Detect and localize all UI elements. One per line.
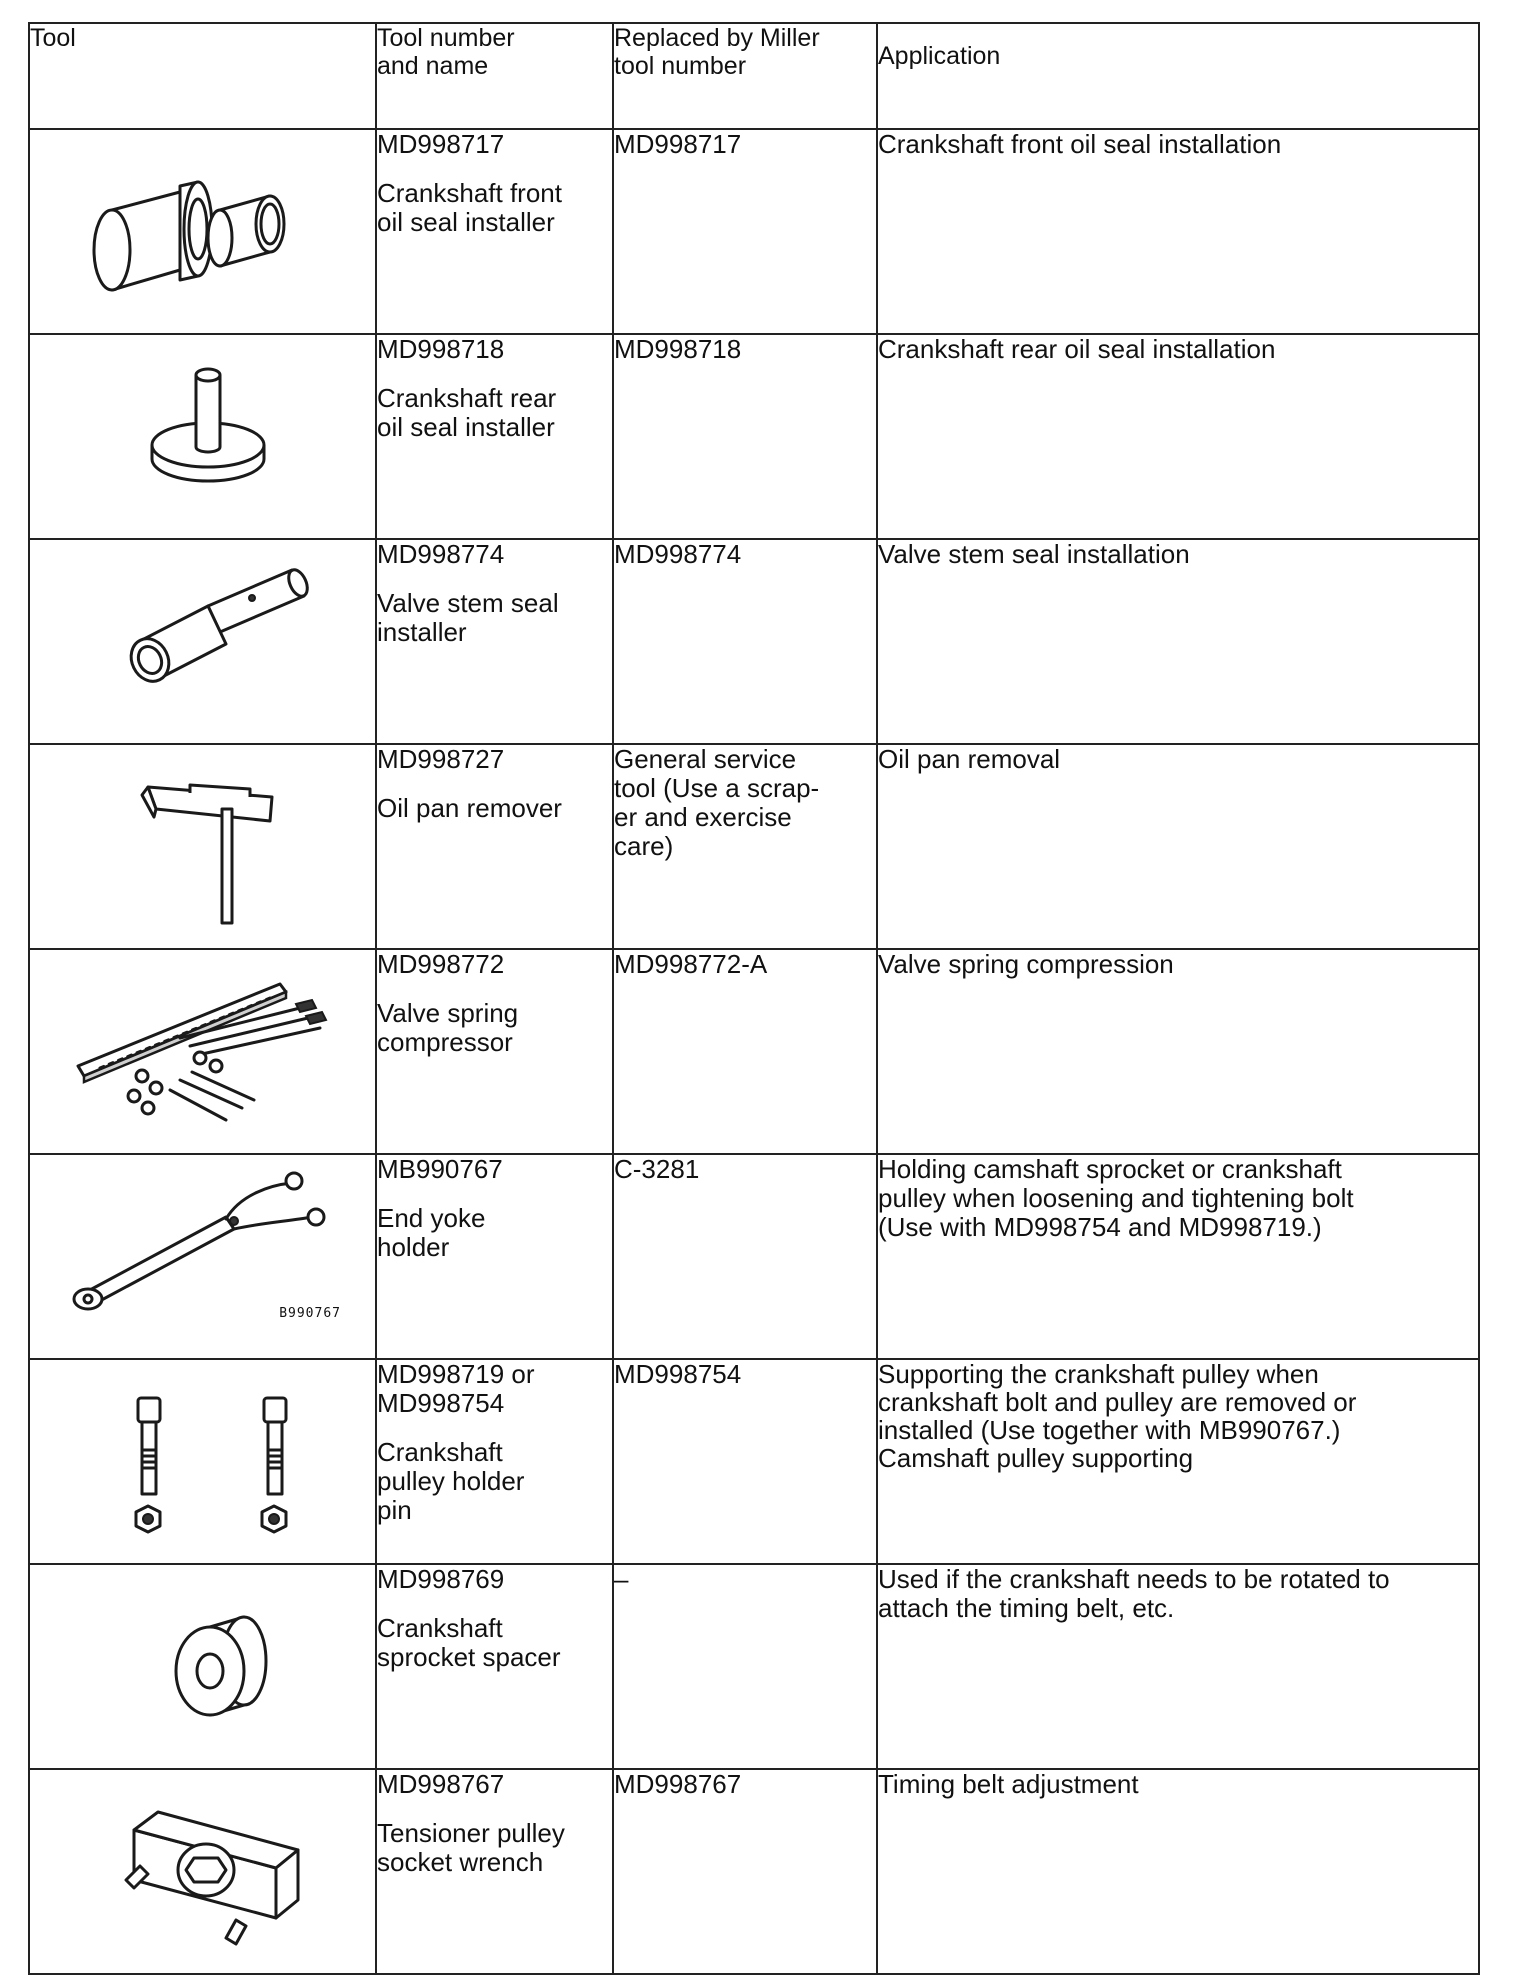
tool-name: Oil pan remover <box>377 793 562 823</box>
application-cell: Holding camshaft sprocket or crankshaft pulley when loosening and tightening bolt (Use with MD998754 and MD998719.) <box>877 1154 1479 1359</box>
replaced-by-cell: MD998772-A <box>613 949 877 1154</box>
tool-image-cell <box>29 1154 376 1359</box>
table-row <box>29 744 1479 949</box>
tool-number: MD998767 <box>377 1769 505 1799</box>
table-row <box>29 539 1479 744</box>
application-cell: Valve stem seal installation <box>877 539 1479 744</box>
tool-name: Valve spring compressor <box>377 998 519 1057</box>
pulley-holder-pin-icon <box>30 1360 375 1561</box>
special-tools-table <box>28 22 1480 1975</box>
tool-image-cell <box>29 334 376 539</box>
tool-number-name-cell <box>376 949 613 1154</box>
tool-image-cell <box>29 1359 376 1564</box>
application-cell: Crankshaft front oil seal installation <box>877 129 1479 334</box>
tool-number: MD998719 or MD998754 <box>377 1359 535 1418</box>
tool-number: MD998727 <box>377 744 505 774</box>
tool-number-name-cell <box>376 129 613 334</box>
tool-image-cell <box>29 744 376 949</box>
table-row <box>29 1769 1479 1974</box>
tool-name: Valve stem seal installer <box>377 588 559 647</box>
application-cell: Supporting the crankshaft pulley when crankshaft bolt and pulley are removed or installed (Use together with MB990767.) Camshaft pulley supporting <box>877 1359 1479 1564</box>
valve-stem-seal-installer-icon <box>30 540 375 741</box>
header-application: Application <box>877 23 1479 129</box>
table-row <box>29 1564 1479 1769</box>
replaced-by-cell: MD998718 <box>613 334 877 539</box>
replaced-by-cell: – <box>613 1564 877 1769</box>
application-cell: Used if the crankshaft needs to be rotated to attach the timing belt, etc. <box>877 1564 1479 1769</box>
tool-number: MD998772 <box>377 949 505 979</box>
tool-number-name-cell <box>376 1769 613 1974</box>
header-tool: Tool <box>29 23 376 129</box>
tool-number: MD998769 <box>377 1564 505 1594</box>
tool-number-name-cell <box>376 744 613 949</box>
tool-number-name-cell <box>376 539 613 744</box>
tool-number-name-cell <box>376 1564 613 1769</box>
tool-number-name-cell <box>376 1154 613 1359</box>
replaced-by-cell: MD998717 <box>613 129 877 334</box>
valve-spring-compressor-icon <box>30 950 375 1151</box>
tool-number: MD998718 <box>377 334 505 364</box>
tool-number-name-cell <box>376 1359 613 1564</box>
tool-name: Crankshaft sprocket spacer <box>377 1613 561 1672</box>
table-row <box>29 1359 1479 1564</box>
table-row <box>29 334 1479 539</box>
table-row <box>29 949 1479 1154</box>
tool-name: Crankshaft pulley holder pin <box>377 1437 525 1525</box>
rear-seal-installer-icon <box>30 335 375 536</box>
replaced-by-cell: General service tool (Use a scrap- er and exercise care) <box>613 744 877 949</box>
application-cell: Valve spring compression <box>877 949 1479 1154</box>
tool-image-label: B990767 <box>279 1306 341 1321</box>
tool-number: MB990767 <box>377 1154 503 1184</box>
table-row <box>29 1154 1479 1359</box>
tool-image-cell <box>29 539 376 744</box>
tool-name: End yoke holder <box>377 1203 486 1262</box>
table-row <box>29 129 1479 334</box>
tool-image-cell <box>29 1769 376 1974</box>
socket-wrench-icon <box>30 1770 375 1971</box>
application-cell: Crankshaft rear oil seal installation <box>877 334 1479 539</box>
header-tool-number-and-name: Tool number and name <box>376 23 613 129</box>
tool-name: Crankshaft front oil seal installer <box>377 178 562 237</box>
tool-number: MD998774 <box>377 539 505 569</box>
tool-image-cell <box>29 949 376 1154</box>
tool-name: Tensioner pulley socket wrench <box>377 1818 565 1877</box>
tool-number: MD998717 <box>377 129 505 159</box>
seal-installer-sleeve-icon <box>30 130 375 331</box>
sprocket-spacer-icon <box>30 1565 375 1766</box>
oil-pan-remover-icon <box>30 745 375 946</box>
tool-name: Crankshaft rear oil seal installer <box>377 383 557 442</box>
tool-image-cell <box>29 1564 376 1769</box>
table-header-row <box>29 23 1479 129</box>
replaced-by-cell: MD998754 <box>613 1359 877 1564</box>
replaced-by-cell: MD998767 <box>613 1769 877 1974</box>
header-replaced-by-miller: Replaced by Miller tool number <box>613 23 877 129</box>
replaced-by-cell: C-3281 <box>613 1154 877 1359</box>
tool-number-name-cell <box>376 334 613 539</box>
tool-image-cell <box>29 129 376 334</box>
application-cell: Timing belt adjustment <box>877 1769 1479 1974</box>
application-cell: Oil pan removal <box>877 744 1479 949</box>
replaced-by-cell: MD998774 <box>613 539 877 744</box>
